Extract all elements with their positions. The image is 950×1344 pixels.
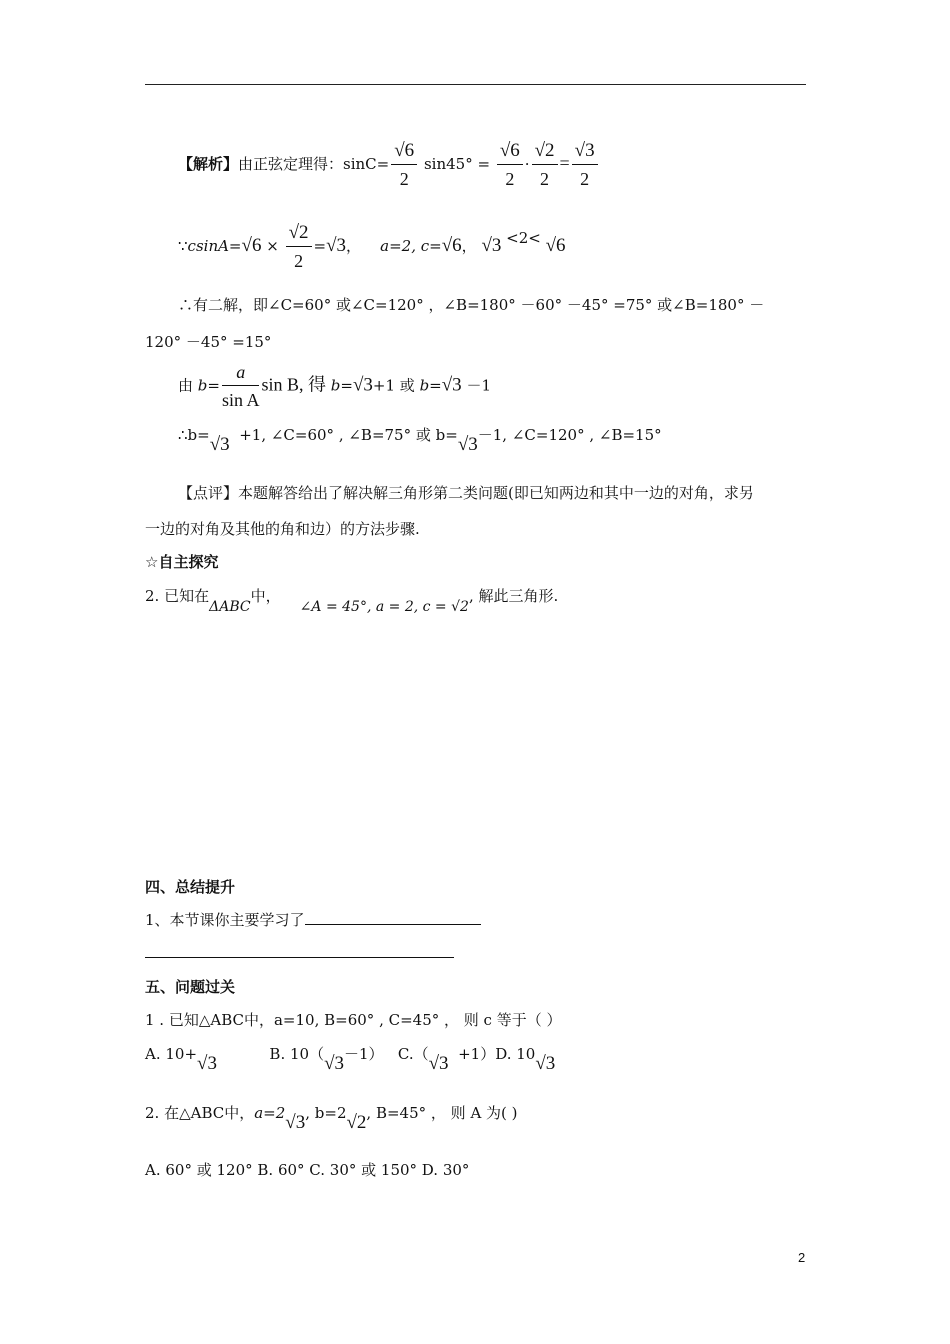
two-solutions-cont: 120° －45° =15°: [145, 333, 272, 351]
times-sign: ×: [266, 237, 279, 255]
q2-B: , B=45° ， 则 A 为( ): [366, 1104, 518, 1122]
analysis-line: [178, 140, 600, 190]
frac-num: √6: [391, 140, 417, 165]
sin45-text: sin45°: [423, 155, 473, 173]
sqrt3-value: √3: [197, 1053, 217, 1074]
comma: ，: [346, 237, 362, 255]
csina-text: csinA=: [187, 237, 242, 255]
pass-q2-options: A. 60° 或 120° B. 60° C. 30° 或 150° D. 30°: [145, 1161, 470, 1179]
eq-sign: =: [477, 155, 491, 173]
pass-q2: [145, 1102, 518, 1133]
summary-item: [145, 909, 481, 930]
q1-option-d: D. 10: [495, 1045, 536, 1063]
frac-num: √2: [286, 222, 312, 247]
q1-option-b: B. 10（: [269, 1045, 325, 1063]
frac-sqrt2-over-2c: [286, 222, 312, 272]
frac-num: √2: [532, 140, 558, 165]
b-eq: b=: [330, 376, 353, 395]
pass-heading: 五、问题过关: [145, 978, 236, 996]
two-solutions-line: ∴有二解，即∠C=60° 或∠C=120° ，∠B=180° －60° －45° =75° 或∠B=180° －: [178, 296, 765, 314]
q1-option-c2: +1）: [458, 1045, 496, 1063]
b-eq: b=: [419, 376, 442, 395]
you-text: 由: [178, 376, 194, 395]
sqrt3-value: √3: [481, 235, 502, 256]
b-formula-line: [178, 362, 491, 411]
frac-num: √3: [572, 140, 598, 165]
frac-sqrt3-over-2: [572, 140, 598, 190]
q2-prefix: 2. 已知在: [145, 587, 210, 605]
frac-den: 2: [505, 169, 515, 189]
frac-num: a: [222, 362, 260, 386]
minus1: －1: [466, 376, 491, 395]
frac-sqrt2-over-2: [532, 140, 558, 190]
sqrt3-value: √3: [457, 434, 478, 455]
q2-text: 2. 在△ABC中，: [145, 1104, 255, 1122]
sqrt6-value: √6: [545, 235, 566, 256]
sqrt3-value: √3: [352, 374, 373, 396]
summary-item-text: 1、本节课你主要学习了: [145, 911, 305, 929]
frac-a-over-sinA: [222, 362, 260, 411]
sqrt3-value: √3: [285, 1112, 306, 1133]
comment-label: 【点评】: [178, 484, 239, 502]
comment-cont: 一边的对角及其他的角和边）的方法步骤.: [145, 520, 420, 538]
sqrt3-value: √3: [326, 235, 347, 256]
frac-den: 2: [580, 169, 590, 189]
result-line: [178, 424, 662, 455]
sqrt3-value: √3: [428, 1053, 449, 1074]
q2-suffix: , 解此三角形.: [468, 587, 559, 605]
q1-option-a: A. 10+: [145, 1045, 198, 1063]
frac-den: 2: [540, 169, 550, 189]
frac-den: 2: [399, 169, 409, 189]
summary-heading: 四、总结提升: [145, 878, 236, 896]
pass-q1-options: [145, 1043, 556, 1074]
q2-condition: ∠A = 45°, a = 2, c = √2: [299, 599, 469, 615]
therefore-text: ∴b=: [178, 426, 210, 444]
q1-option-b2: －1）: [344, 1045, 384, 1063]
result-part1: +1, ∠C=60° , ∠B=75° 或 b=: [239, 426, 458, 444]
q2-b: , b=2: [305, 1104, 347, 1122]
sinc-text: sinC=: [343, 155, 390, 173]
q2-a: a=2: [254, 1104, 286, 1122]
plus1-or: +1 或: [372, 376, 415, 395]
comment-line: [178, 482, 754, 503]
header-rule: [145, 84, 806, 85]
explore-heading: ☆自主探究: [145, 553, 219, 571]
a-c-values: a=2, c=: [380, 237, 442, 255]
sqrt6-value: √6: [241, 235, 262, 256]
answer-blank-line[interactable]: [145, 957, 454, 958]
sinb-text: sin B, 得: [261, 374, 326, 395]
frac-num: √6: [497, 140, 523, 165]
b-eq: b=: [197, 376, 220, 395]
eq-sign: =: [559, 153, 570, 173]
sqrt6-value: √6: [441, 235, 462, 256]
pass-q1: 1 . 已知△ABC中，a=10, B=60° , C=45° ， 则 c 等于（ ）: [145, 1011, 562, 1029]
frac-sqrt6-over-2b: [497, 140, 523, 190]
because-sign: ∵: [178, 237, 188, 255]
answer-blank[interactable]: [305, 910, 481, 925]
inequality: <2<: [506, 229, 541, 247]
analysis-text: 由正弦定理得：: [238, 155, 344, 173]
sqrt2-value: √2: [346, 1112, 367, 1133]
page-number: 2: [798, 1250, 806, 1265]
sqrt3-value: √3: [441, 374, 462, 396]
q1-option-c: C.（: [397, 1045, 429, 1063]
explore-question: [145, 585, 559, 615]
comma: ，: [461, 237, 477, 255]
dot-sign: ·: [524, 155, 530, 173]
analysis-label: 【解析】: [178, 155, 239, 173]
frac-den: 2: [294, 251, 304, 271]
sqrt3-value: √3: [209, 434, 230, 455]
frac-sqrt6-over-2: [391, 140, 417, 190]
because-line: ∵csinA=√6 × $\frac{√2}{2}$ =√3， a=2, c=√6， √3 <2< √6: [178, 222, 566, 271]
frac-den: sin A: [221, 390, 260, 410]
result-part2: －1, ∠C=120° , ∠B=15°: [477, 426, 662, 444]
q2-mid: 中，: [250, 587, 281, 605]
sqrt3-value: √3: [535, 1053, 556, 1074]
sqrt3-value: √3: [324, 1053, 345, 1074]
triangle-abc: ΔABC: [209, 599, 251, 615]
comment-text: 本题解答给出了解决解三角形第二类问题(即已知两边和其中一边的对角，求另: [238, 484, 754, 502]
